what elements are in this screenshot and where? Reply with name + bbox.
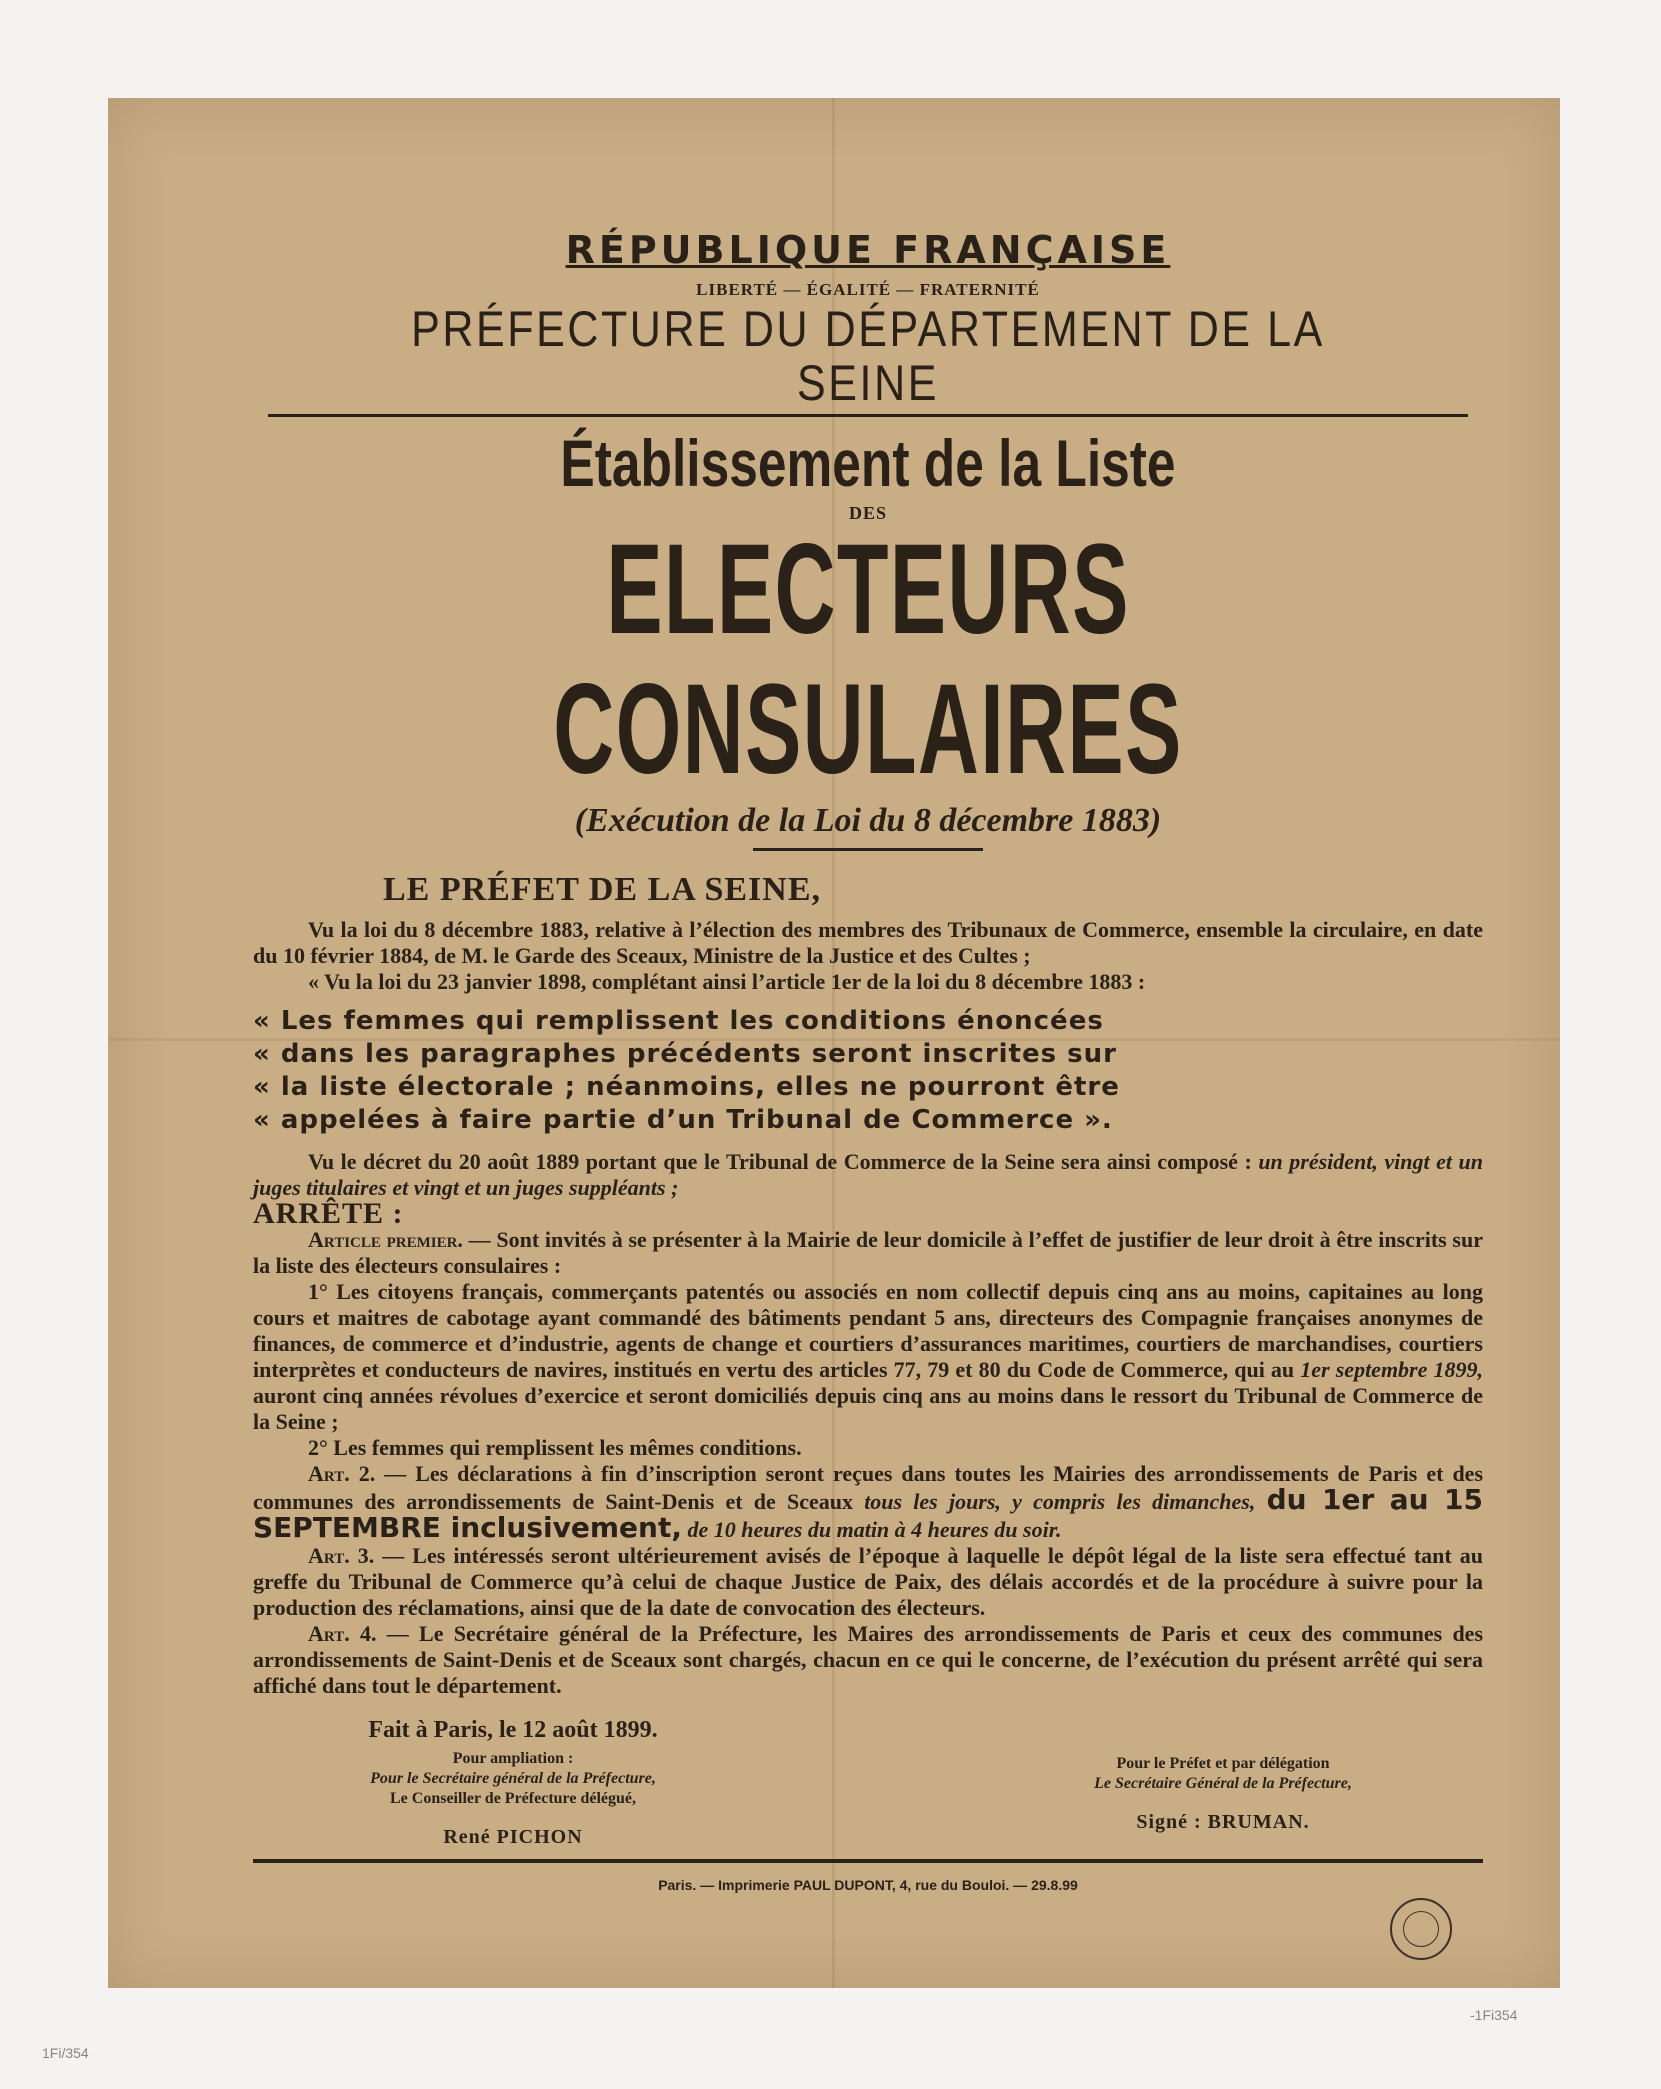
- stamp-inner-ring: [1403, 1911, 1439, 1947]
- title-rule: [753, 848, 983, 851]
- article-1-item-1-date: 1er septembre 1899,: [1300, 1357, 1484, 1382]
- archive-cote-left: 1Fi/354: [42, 2045, 89, 2061]
- right-role-2: Le Secrétaire Général de la Préfecture,: [1094, 1775, 1352, 1792]
- law-quote: [253, 1005, 1483, 1137]
- article-1-item-1: [253, 1279, 1483, 1435]
- article-2-days: tous les jours, y compris les dimanches,: [864, 1489, 1256, 1514]
- title-des: DES: [848, 503, 887, 523]
- republique-heading: RÉPUBLIQUE FRANÇAISE: [565, 228, 1171, 272]
- main-title: ELECTEURS CONSULAIRES: [553, 518, 1183, 801]
- title-line1: Établissement de la Liste: [560, 426, 1176, 500]
- left-role-1: Pour le Secrétaire général de la Préfecture,: [370, 1770, 656, 1787]
- arrete-heading: ARRÊTE :: [253, 1197, 404, 1230]
- signature-block: [253, 1717, 1483, 1849]
- quote-line: « dans les paragraphes précédents seront inscrites sur: [253, 1039, 1117, 1069]
- poster-sheet: [108, 98, 1560, 1988]
- article-2-label: Art. 2.: [308, 1461, 376, 1486]
- archive-cote-right: -1Fi354: [1470, 2007, 1518, 2023]
- decree-body: [253, 917, 1483, 1699]
- header-rule: [268, 414, 1468, 417]
- devise: LIBERTÉ — ÉGALITÉ — FRATERNITÉ: [696, 280, 1040, 299]
- article-4-label: Art. 4.: [308, 1621, 377, 1646]
- article-3: [253, 1543, 1483, 1621]
- vu3-text: Vu le décret du 20 août 1889 portant que le Tribunal de Commerce de la Seine sera ainsi composé :: [308, 1149, 1252, 1174]
- article-2-period: du 1er au 15 SEPTEMBRE inclusivement,: [253, 1483, 1484, 1544]
- article-3-text: — Les intéressés seront ultérieurement avisés de l’époque à laquelle le dépôt légal de la liste sera effectué tant au greffe du Tribunal de Commerce qu’à celui de chaque Justice de Paix, des délais accordés et de la procédure à suivre pour la production des réclamations, ainsi que de la date de convocation des électeurs.: [253, 1543, 1484, 1620]
- article-4-text: — Le Secrétaire général de la Préfecture, les Maires des arrondissements de Paris et ceux des communes des arrondissements de Saint-Denis et de Sceaux sont chargés, chacun en ce qui le concerne, de l’exécution du présent arrêté qui sera affiché dans tout le département.: [253, 1621, 1484, 1698]
- left-role-2: Le Conseiller de Préfecture délégué,: [390, 1790, 636, 1807]
- vu-paragraph-1: Vu la loi du 8 décembre 1883, relative à l’élection des membres des Tribunaux de Commerce, ensemble la circulaire, en date du 10 février 1884, de M. le Garde des Sceaux, Ministre de la Justice et des Cultes ;: [253, 917, 1483, 968]
- quote-line: « la liste électorale ; néanmoins, elles ne pourront être: [253, 1072, 1120, 1102]
- poster-content: [253, 228, 1483, 1907]
- article-1-item-1-rest: auront cinq années révolues d’exercice et seront domiciliés depuis cinq ans au moins dans le ressort du Tribunal de Commerce de la Seine ;: [253, 1383, 1483, 1434]
- article-1-item-2: 2° Les femmes qui remplissent les mêmes conditions.: [308, 1435, 802, 1460]
- quote-line: « appelées à faire partie d’un Tribunal de Commerce ».: [253, 1105, 1113, 1135]
- article-2-text: — Les déclarations à fin d’inscription seront reçues dans toutes les Mairies des arrondissements de Paris et des communes des arrondissements de Saint-Denis et de Sceaux: [253, 1461, 1484, 1514]
- right-signatory: Signé : BRUMAN.: [1136, 1811, 1310, 1833]
- footer-rule: [253, 1859, 1483, 1863]
- prefet-heading: LE PRÉFET DE LA SEINE,: [383, 871, 822, 908]
- signature-left: [253, 1717, 773, 1849]
- left-signatory: René PICHON: [443, 1826, 583, 1848]
- subtitle: (Exécution de la Loi du 8 décembre 1883): [574, 802, 1162, 839]
- article-1-label: Article premier.: [308, 1227, 463, 1252]
- vu-paragraph-2: « Vu la loi du 23 janvier 1898, complétant ainsi l’article 1er de la loi du 8 décembre 1883 :: [308, 969, 1146, 994]
- article-2: [253, 1461, 1483, 1543]
- article-4: [253, 1621, 1483, 1699]
- right-role-1: Pour le Préfet et par délégation: [1116, 1755, 1330, 1772]
- ampliation: Pour ampliation :: [452, 1750, 574, 1767]
- article-1-item-1-text: 1° Les citoyens français, commerçants patentés ou associés en nom collectif depuis cinq ans au moins, capitaines au long cours et maitres de cabotage ayant commandé des bâtiments pendant 5 ans, directeurs des Compagnie françaises anonymes de finances, de commerce et d’industrie, agents de change et courtiers d’assurances maritimes, courtiers de marchandises, courtiers interprètes et conducteurs de navires, institués en vertu des articles 77, 79 et 80 du Code de Commerce, qui au: [253, 1279, 1483, 1382]
- archive-stamp-icon: [1390, 1898, 1452, 1960]
- article-2-hours: de 10 heures du matin à 4 heures du soir.: [687, 1517, 1062, 1542]
- prefecture-heading: PRÉFECTURE DU DÉPARTEMENT DE LA SEINE: [411, 301, 1325, 411]
- vu-paragraph-3: [253, 1149, 1483, 1201]
- date-place: Fait à Paris, le 12 août 1899.: [368, 1717, 658, 1743]
- signature-right: [963, 1717, 1483, 1849]
- quote-line: « Les femmes qui remplissent les conditions énoncées: [253, 1006, 1104, 1036]
- article-3-label: Art. 3.: [308, 1543, 375, 1568]
- article-1: [253, 1227, 1483, 1279]
- vu3-composition: un président, vingt et un juges titulaires et vingt et un juges suppléants ;: [253, 1149, 1484, 1200]
- printer-line: Paris. — Imprimerie PAUL DUPONT, 4, rue du Bouloi. — 29.8.99: [658, 1877, 1078, 1893]
- article-1-text: — Sont invités à se présenter à la Mairie de leur domicile à l’effet de justifier de leur droit à être inscrits sur la liste des électeurs consulaires :: [253, 1227, 1483, 1278]
